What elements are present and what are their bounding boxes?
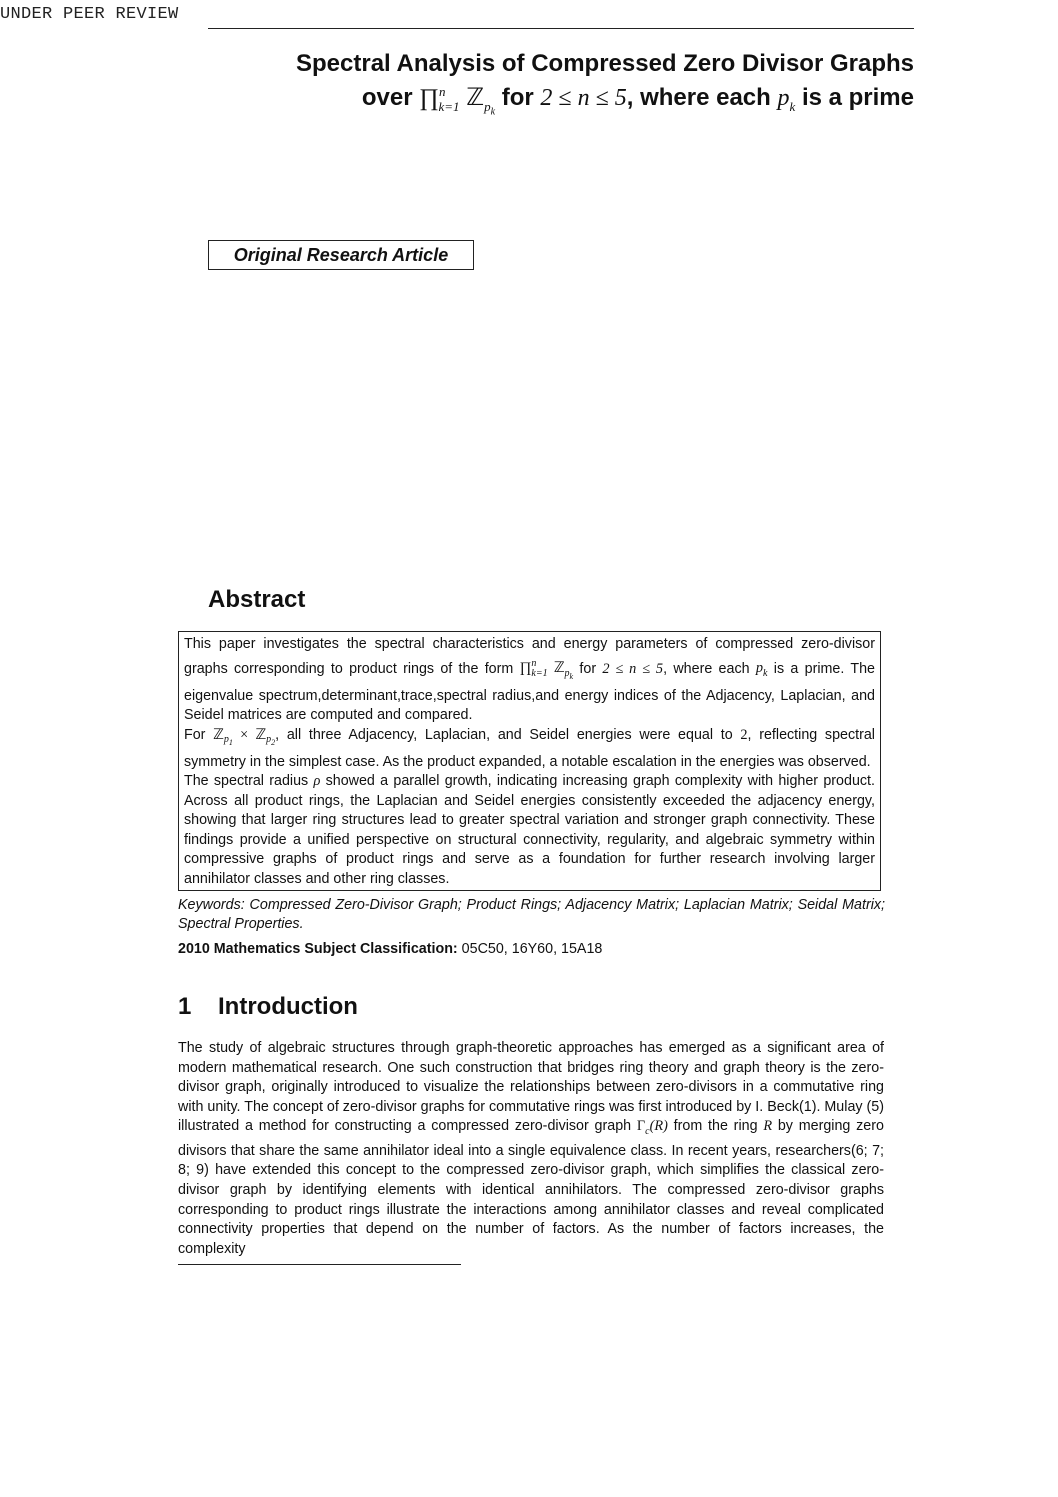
abstract-heading: Abstract [208, 586, 306, 613]
introduction-paragraph: The study of algebraic structures through graph-theoretic approaches has emerged as a significant area of modern mathematical research. One such construction that bridges ring theory and graph theory is the zero-divisor graph, originally introduced to visualize the relationships between zero-divisors in a commutative ring with unity. The concept of zero-divisor graphs for commutative rings was first introduced by I. Beck(1). Mulay (5) illustrated a method for constructing a compressed zero-divisor graph $\Gamma_c(R)$ from the ring R by merging zero divisors that share the same annihilator ideal into a single equivalence class. In recent years, researchers(6; 7; 8; 9) have extended this concept to the compressed zero-divisor graph, which simplifies the classical zero-divisor graph by identifying elements with identical annihilators. The compressed zero-divisor graphs corresponding to product rings illustrate the interactions among annihilator classes and reveal complicated connectivity properties that depend on the number of factors. As the number of factors increases, the complexity [178, 1040, 884, 1257]
title-line-2: over ∏$^n_{k=1}$ ℤ$_{p_k}$ for 2 ≤ n ≤ 5, where each $p_k$ is a prime [361, 84, 914, 118]
abstract-box [178, 631, 881, 891]
abstract-paragraph-2: For ℤ$_{p_1}$ × ℤ$_{p_2}$, all three Adjacency, Laplacian, and Seidel energies were equal to 2, reflecting spectral symmetry in the simplest case. As the product expanded, a notable escalation in the energies was observed. [184, 726, 875, 770]
abstract-paragraph-1: This paper investigates the spectral characteristics and energy parameters of compressed zero-divisor graphs corresponding to product rings of the form ∏$^n_{k=1}$ ℤ$_{p_k}$ for 2 ≤ n ≤ 5, where each $p_k$ is a prime. The eigenvalue spectrum,determinant,trace,spectral radius,and energy indices of the Adjacency, Laplacian, and Seidel matrices are computed and compared. [184, 636, 876, 724]
section-heading-introduction: 1 Introduction [178, 993, 358, 1020]
review-stamp: UNDER PEER REVIEW [0, 5, 179, 24]
header-rule [208, 28, 914, 29]
msc-classification: 2010 Mathematics Subject Classification: 05C50, 16Y60, 15A18 [178, 941, 603, 957]
article-type-label: Original Research Article [208, 240, 474, 270]
abstract-paragraph-3: The spectral radius ρ showed a parallel growth, indicating increasing graph complexity with higher product. Across all product rings, the Laplacian and Seidel energies consistently exceeded the adjacency energy, showing that larger ring structures lead to greater spectral variation and stronger graph connectivity. These findings provide a unified perspective on structural connectivity, regularity, and algebraic symmetry within compressive graphs of product rings and serve as a foundation for further research involving larger annihilator classes and other ring classes. [184, 773, 875, 887]
paper-title [200, 50, 914, 126]
title-line-1: Spectral Analysis of Compressed Zero Divisor Graphs [296, 50, 914, 77]
footnote-rule [178, 1264, 461, 1265]
keywords: Keywords: Compressed Zero-Divisor Graph; Product Rings; Adjacency Matrix; Laplacian Matrix; Seidal Matrix; Spectral Properties. [178, 897, 885, 932]
introduction-body [178, 1039, 884, 1259]
